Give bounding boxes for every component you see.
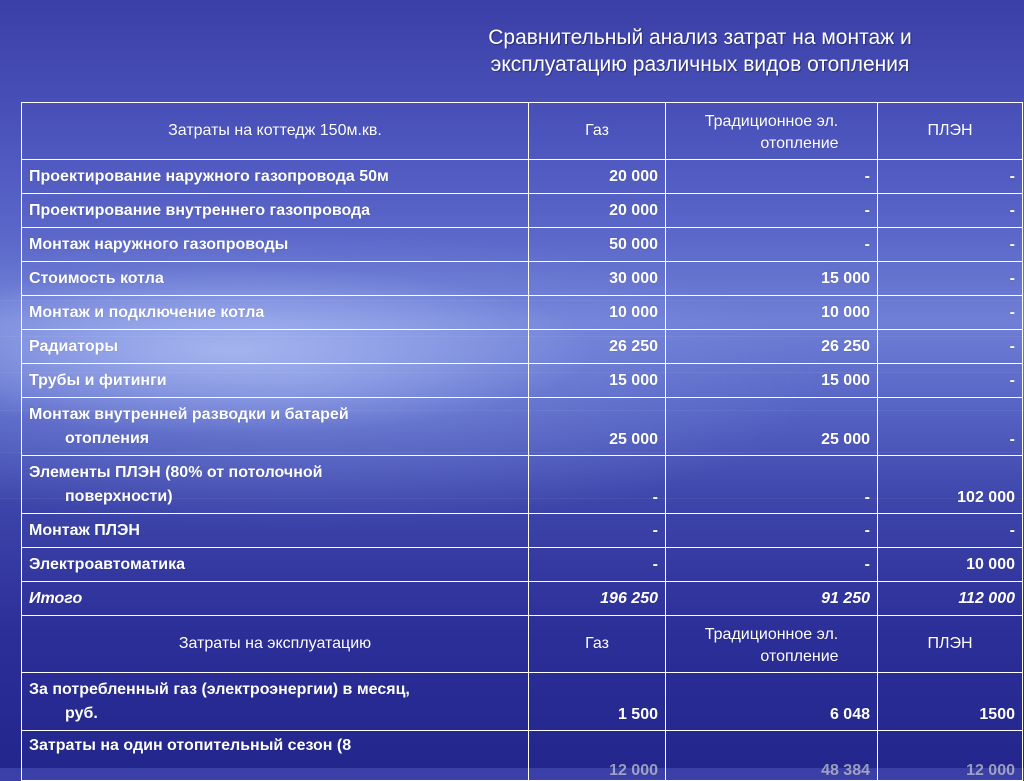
- traditional-cell: 6 048: [666, 673, 878, 731]
- header-traditional-line-2: отопление: [760, 648, 839, 665]
- gas-cell: 20 000: [529, 160, 666, 194]
- plen-cell: -: [878, 194, 1023, 228]
- traditional-cell: -: [666, 456, 878, 514]
- table-row: [22, 514, 1023, 548]
- gas-cell: 12 000: [529, 731, 666, 781]
- header-traditional-line-2: отопление: [760, 135, 839, 152]
- row-label: Радиаторы: [22, 330, 529, 364]
- row-label-line-1: Монтаж внутренней разводки и батарей: [29, 405, 349, 423]
- gas-cell: 30 000: [529, 262, 666, 296]
- row-label-line-2: отопления: [65, 429, 150, 447]
- traditional-cell: 15 000: [666, 262, 878, 296]
- table-row: [22, 330, 1023, 364]
- gas-cell: -: [529, 514, 666, 548]
- plen-cell: 1500: [878, 673, 1023, 731]
- row-label: Стоимость котла: [22, 262, 529, 296]
- row-label: Трубы и фитинги: [22, 364, 529, 398]
- title-line-2: эксплуатацию различных видов отопления: [490, 53, 910, 76]
- plen-cell: 102 000: [878, 456, 1023, 514]
- plen-cell: -: [878, 296, 1023, 330]
- total-traditional-cell: 91 250: [666, 582, 878, 616]
- table-header-row: [22, 616, 1023, 673]
- traditional-cell: -: [666, 514, 878, 548]
- row-label: Монтаж ПЛЭН: [22, 514, 529, 548]
- plen-cell: -: [878, 262, 1023, 296]
- traditional-cell: -: [666, 194, 878, 228]
- header-traditional-line-1: Традиционное эл.: [704, 626, 839, 643]
- gas-cell: 20 000: [529, 194, 666, 228]
- row-label: Монтаж и подключение котла: [22, 296, 529, 330]
- row-label: Затраты на один отопительный сезон (8: [22, 731, 529, 781]
- header-costs-cottage: Затраты на коттедж 150м.кв.: [22, 103, 529, 160]
- row-label: [22, 673, 529, 731]
- table-row: [22, 228, 1023, 262]
- traditional-cell: 48 384: [666, 731, 878, 781]
- total-plen-cell: 112 000: [878, 582, 1023, 616]
- plen-cell: -: [878, 364, 1023, 398]
- traditional-cell: -: [666, 548, 878, 582]
- total-row: [22, 582, 1023, 616]
- traditional-cell: 15 000: [666, 364, 878, 398]
- gas-cell: -: [529, 548, 666, 582]
- table-row: [22, 296, 1023, 330]
- total-gas-cell: 196 250: [529, 582, 666, 616]
- traditional-cell: 26 250: [666, 330, 878, 364]
- gas-cell: 50 000: [529, 228, 666, 262]
- row-label: Проектирование внутреннего газопровода: [22, 194, 529, 228]
- row-label-line-2: руб.: [65, 704, 98, 722]
- table-row: [22, 548, 1023, 582]
- traditional-cell: 10 000: [666, 296, 878, 330]
- gas-cell: 1 500: [529, 673, 666, 731]
- table-row: [22, 456, 1023, 514]
- table-row: [22, 731, 1023, 781]
- title-line-1: Сравнительный анализ затрат на монтаж и: [488, 26, 912, 49]
- row-label: Монтаж наружного газопроводы: [22, 228, 529, 262]
- plen-cell: -: [878, 398, 1023, 456]
- plen-cell: 10 000: [878, 548, 1023, 582]
- header-gas: Газ: [529, 616, 666, 673]
- gas-cell: 10 000: [529, 296, 666, 330]
- row-label: [22, 456, 529, 514]
- table-row: [22, 673, 1023, 731]
- plen-cell: -: [878, 228, 1023, 262]
- cost-comparison-table: [21, 102, 1023, 781]
- page-title: [440, 24, 960, 78]
- table-row: [22, 398, 1023, 456]
- table-row: [22, 364, 1023, 398]
- traditional-cell: 25 000: [666, 398, 878, 456]
- gas-cell: 25 000: [529, 398, 666, 456]
- row-label-line-1: Элементы ПЛЭН (80% от потолочной: [29, 463, 323, 481]
- header-traditional-line-1: Традиционное эл.: [704, 113, 839, 130]
- table-row: [22, 194, 1023, 228]
- traditional-cell: -: [666, 160, 878, 194]
- header-gas: Газ: [529, 103, 666, 160]
- plen-cell: 12 000: [878, 731, 1023, 781]
- row-label: Проектирование наружного газопровода 50м: [22, 160, 529, 194]
- row-label: Электроавтоматика: [22, 548, 529, 582]
- plen-cell: -: [878, 514, 1023, 548]
- row-label: [22, 398, 529, 456]
- table-row: [22, 262, 1023, 296]
- header-traditional: [666, 103, 878, 160]
- row-label-line-2: поверхности): [65, 487, 173, 505]
- gas-cell: 26 250: [529, 330, 666, 364]
- table-row: [22, 160, 1023, 194]
- row-label-line-1: За потребленный газ (электроэнергии) в месяц,: [29, 680, 410, 698]
- table-header-row: [22, 103, 1023, 160]
- plen-cell: -: [878, 160, 1023, 194]
- gas-cell: 15 000: [529, 364, 666, 398]
- header-traditional: [666, 616, 878, 673]
- header-plen: ПЛЭН: [878, 616, 1023, 673]
- gas-cell: -: [529, 456, 666, 514]
- traditional-cell: -: [666, 228, 878, 262]
- header-plen: ПЛЭН: [878, 103, 1023, 160]
- header-operating-costs: Затраты на эксплуатацию: [22, 616, 529, 673]
- plen-cell: -: [878, 330, 1023, 364]
- total-label: Итого: [22, 582, 529, 616]
